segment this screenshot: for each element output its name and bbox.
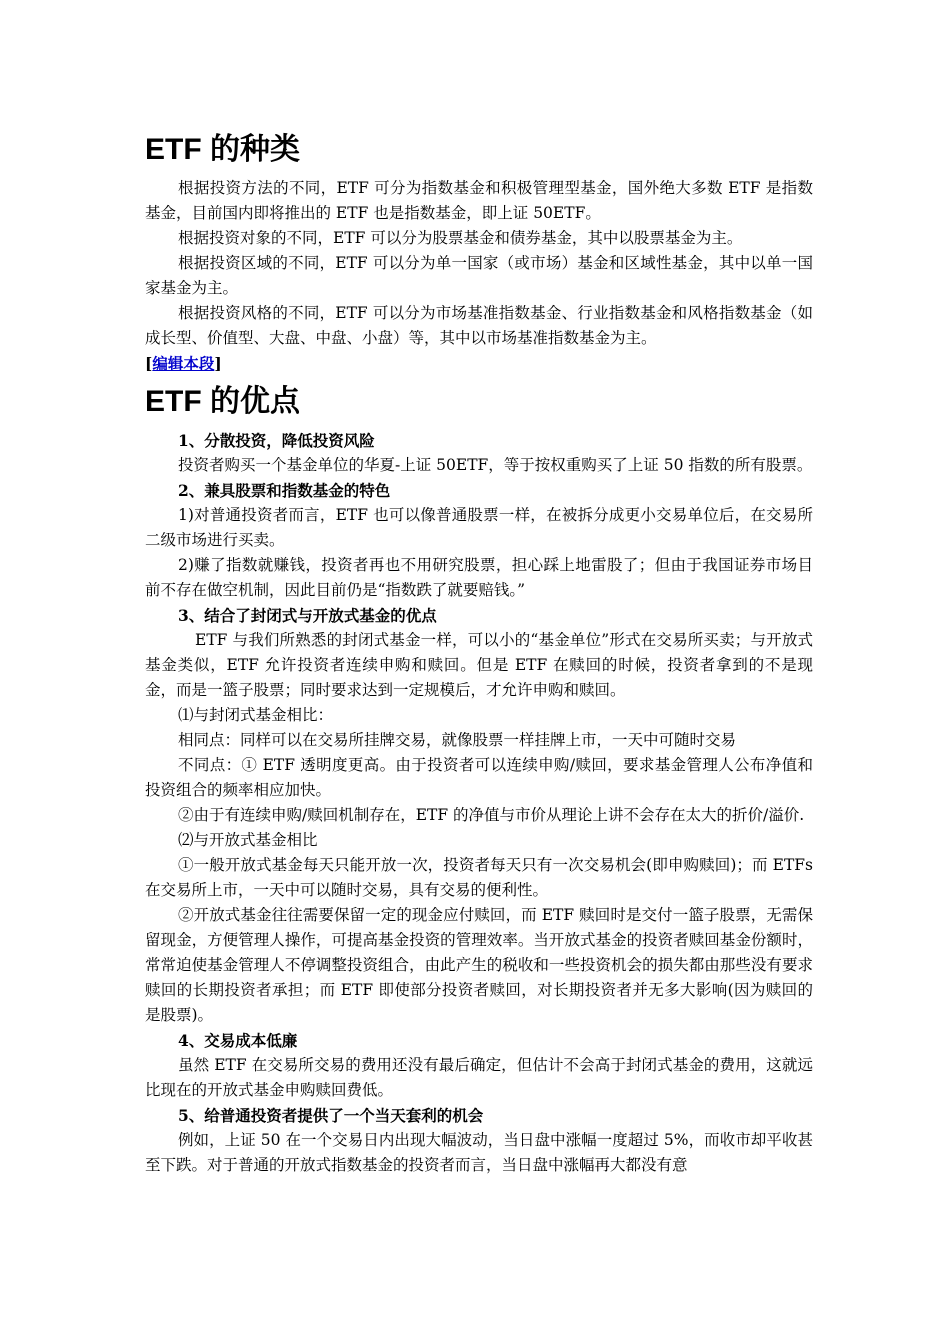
section-title-types: ETF 的种类 <box>145 133 300 166</box>
paragraph: ②由于有连续申购/赎回机制存在，ETF 的净值与市价从理论上讲不会存在太大的折价/溢价. <box>178 806 805 824</box>
paragraph: 根据投资风格的不同，ETF 可以分为市场基准指数基金、行业指数基金和风格指数基金（如成长型、价值型、大盘、中盘、小盘）等，其中以市场基准指数基金为主。 <box>145 304 813 347</box>
subheading: 4、交易成本低廉 <box>178 1031 298 1050</box>
paragraph: ⑵与开放式基金相比 <box>178 831 318 849</box>
paragraph: ⑴与封闭式基金相比： <box>178 706 334 724</box>
section-title-advantages: ETF 的优点 <box>145 385 300 418</box>
paragraph: 1)对普通投资者而言，ETF 也可以像普通股票一样，在被拆分成更小交易单位后，在交易所二级市场进行买卖。 <box>145 506 813 549</box>
bracket-close: ] <box>214 354 222 373</box>
paragraph: 根据投资区域的不同，ETF 可以分为单一国家（或市场）基金和区域性基金，其中以单一国家基金为主。 <box>145 254 813 297</box>
document-body <box>145 130 813 1178</box>
paragraph: 投资者购买一个基金单位的华夏-上证 50ETF，等于按权重购买了上证 50 指数的所有股票。 <box>178 456 813 474</box>
paragraph: 虽然 ETF 在交易所交易的费用还没有最后确定，但估计不会高于封闭式基金的费用，这就远比现在的开放式基金申购赎回费低。 <box>145 1056 813 1099</box>
subheading: 3、结合了封闭式与开放式基金的优点 <box>178 606 437 625</box>
paragraph: 例如，上证 50 在一个交易日内出现大幅波动，当日盘中涨幅一度超过 5%，而收市却平收甚至下跌。对于普通的开放式指数基金的投资者而言，当日盘中涨幅再大都没有意 <box>145 1131 813 1174</box>
subheading: 1、分散投资，降低投资风险 <box>178 431 375 450</box>
paragraph: ①一般开放式基金每天只能开放一次，投资者每天只有一次交易机会(即申购赎回)；而 ETFs 在交易所上市，一天中可以随时交易，具有交易的便利性。 <box>145 856 813 899</box>
subheading: 2、兼具股票和指数基金的特色 <box>178 481 391 500</box>
bracket-open: [ <box>145 354 153 373</box>
paragraph: ②开放式基金往往需要保留一定的现金应付赎回，而 ETF 赎回时是交付一篮子股票，无需保留现金，方便管理人操作，可提高基金投资的管理效率。当开放式基金的投资者赎回基金份额时，常常迫使基金管理人不停调整投资组合，由此产生的税收和一些投资机会的损失都由那些没有要求赎回的长期投资者承担；而 ETF 即使部分投资者赎回，对长期投资者并无多大影响(因为赎回的是股票)。 <box>145 906 813 1024</box>
paragraph: 相同点：同样可以在交易所挂牌交易，就像股票一样挂牌上市，一天中可随时交易 <box>178 731 737 749</box>
subheading: 5、给普通投资者提供了一个当天套利的机会 <box>178 1106 484 1125</box>
paragraph: 不同点：① ETF 透明度更高。由于投资者可以连续申购/赎回，要求基金管理人公布净值和投资组合的频率相应加快。 <box>145 756 813 799</box>
paragraph: 根据投资对象的不同，ETF 可以分为股票基金和债券基金，其中以股票基金为主。 <box>178 229 743 247</box>
paragraph: 根据投资方法的不同，ETF 可分为指数基金和积极管理型基金，国外绝大多数 ETF 是指数基金，目前国内即将推出的 ETF 也是指数基金，即上证 50ETF。 <box>145 179 813 222</box>
paragraph: ETF 与我们所熟悉的封闭式基金一样，可以小的“基金单位”形式在交易所买卖；与开放式基金类似，ETF 允许投资者连续申购和赎回。但是 ETF 在赎回的时候，投资者拿到的不是现金，而是一篮子股票；同时要求达到一定规模后，才允许申购和赎回。 <box>145 631 813 699</box>
edit-section-link[interactable]: 编辑本段 <box>152 354 215 373</box>
paragraph: 2)赚了指数就赚钱，投资者再也不用研究股票，担心踩上地雷股了；但由于我国证券市场目前不存在做空机制，因此目前仍是“指数跌了就要赔钱。” <box>145 556 813 599</box>
edit-section-link-wrapper <box>145 351 813 376</box>
